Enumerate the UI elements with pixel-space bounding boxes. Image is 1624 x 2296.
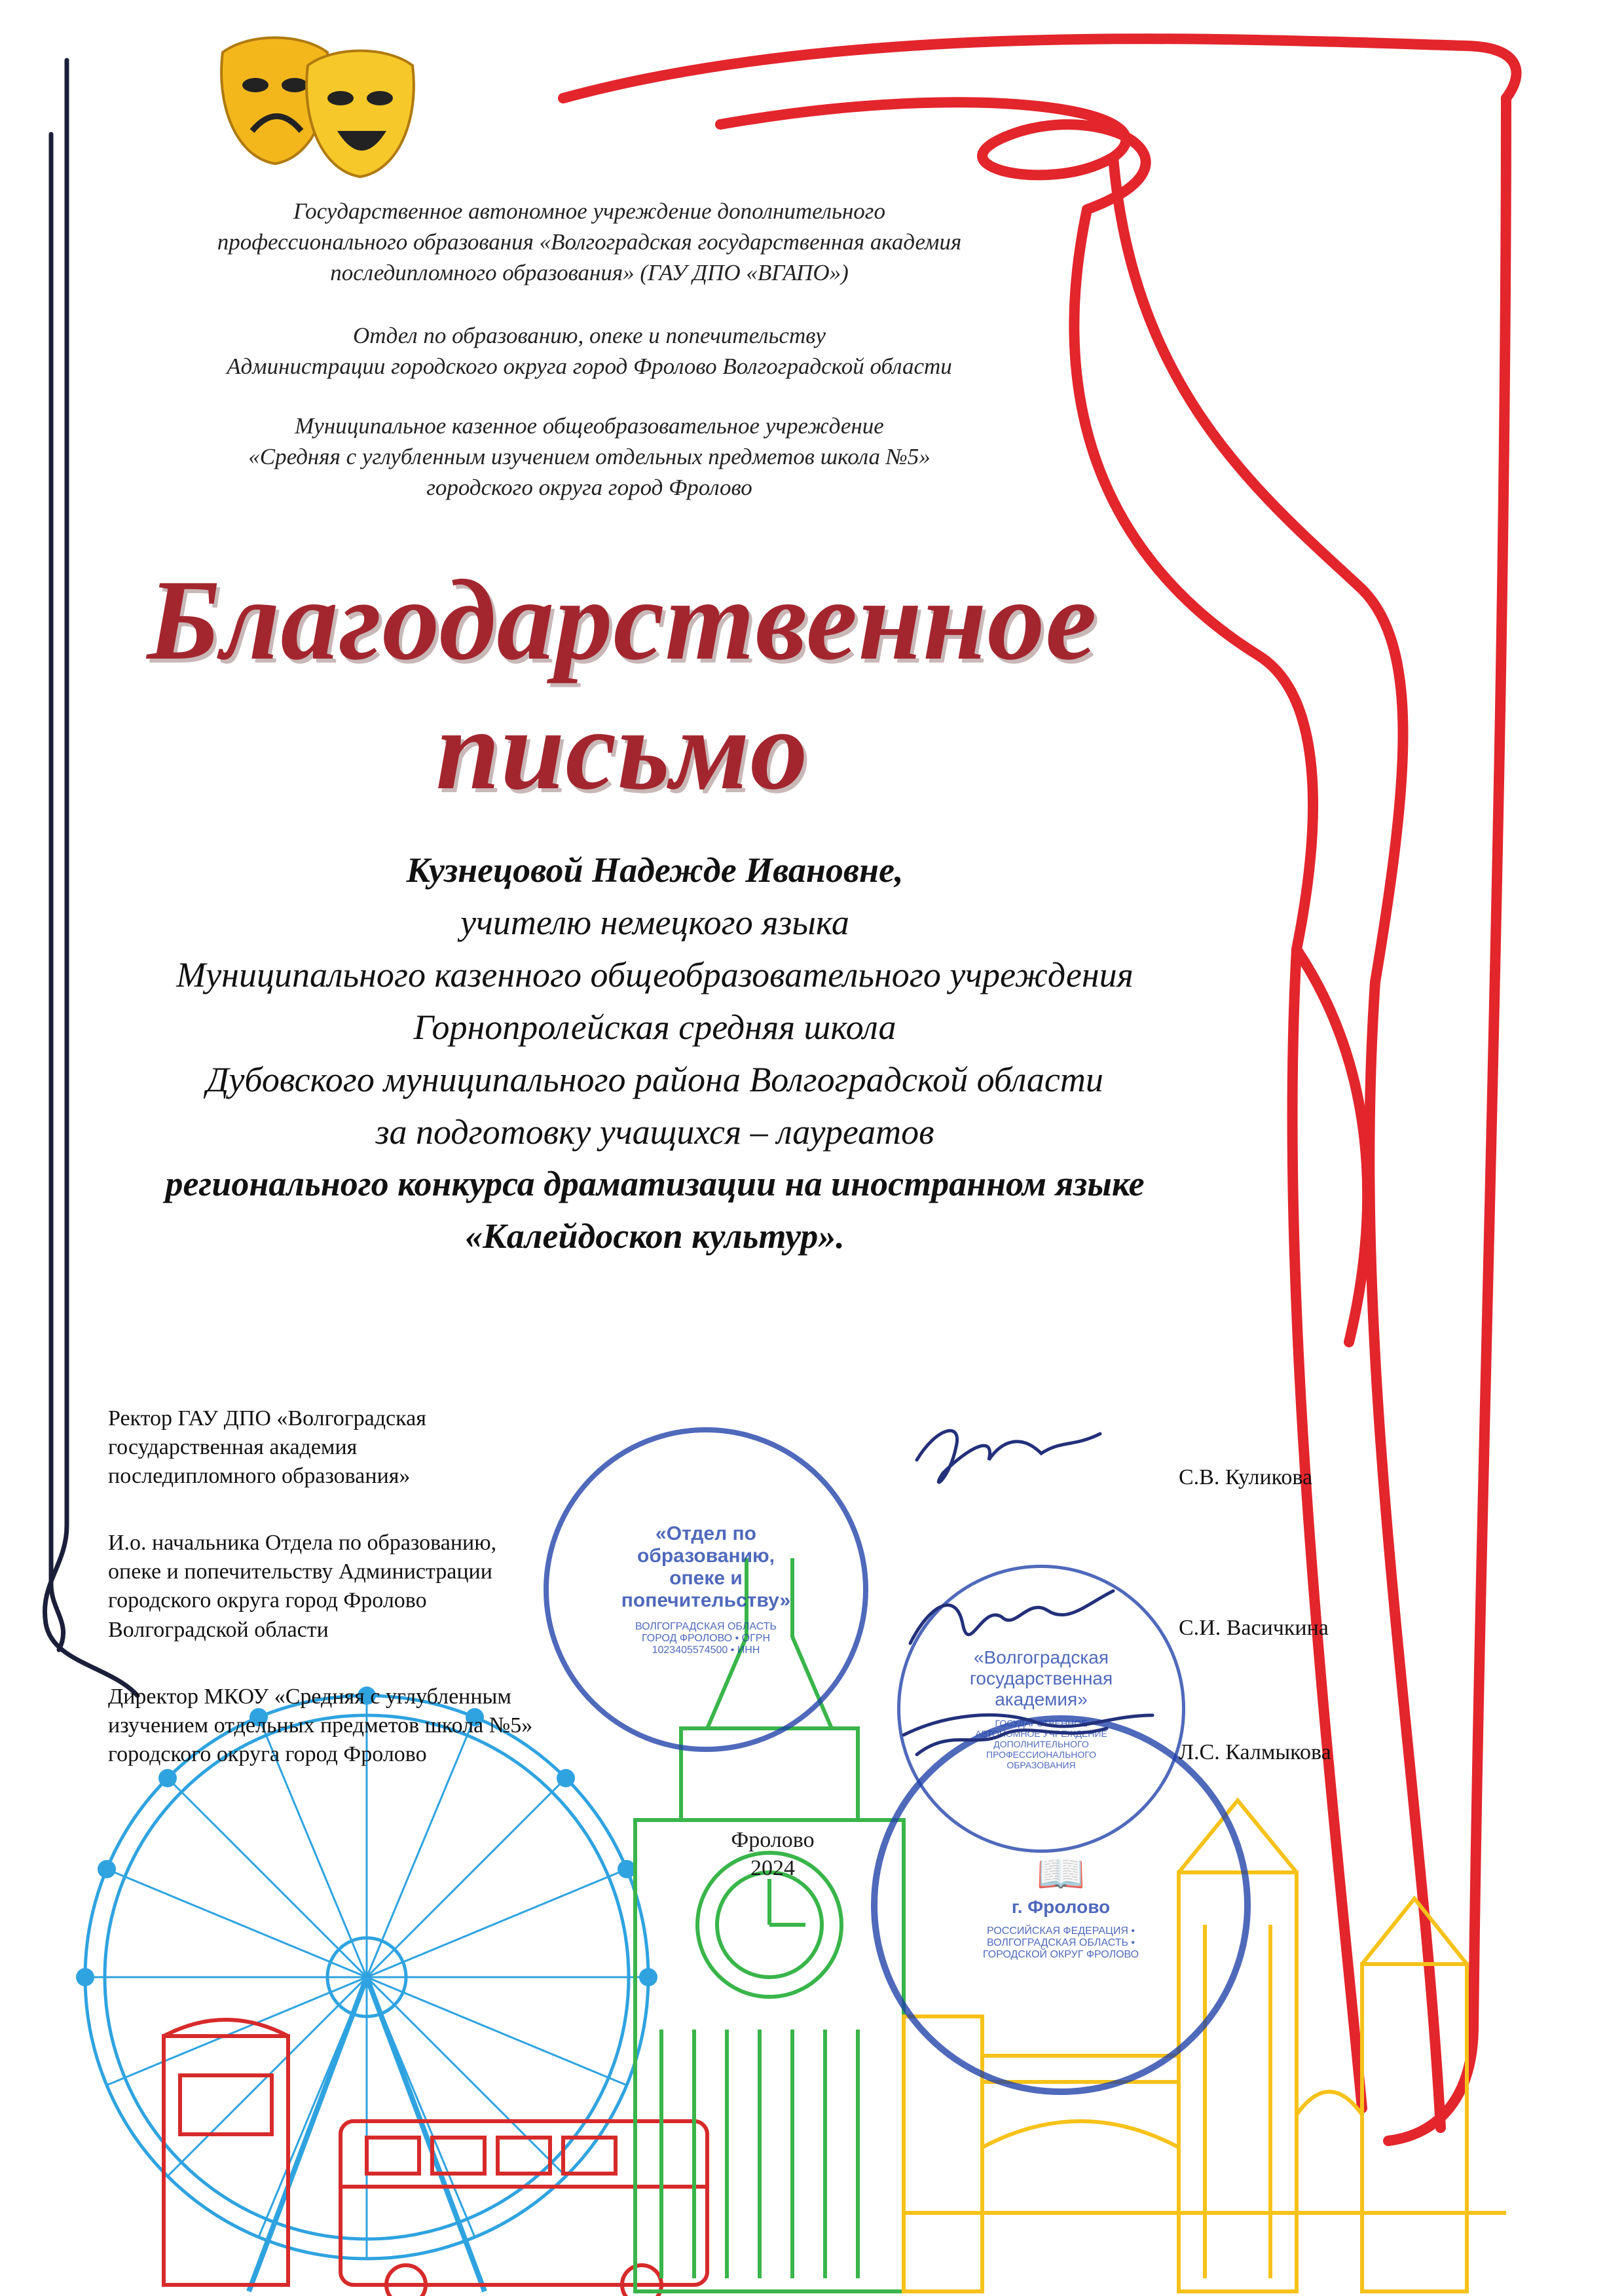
recipient-block (98, 845, 1211, 1263)
org-vgapo-line: Государственное автономное учреждение дополнительного (293, 198, 885, 224)
org-school-line: «Средняя с углубленным изучением отдельных предметов школа №5» (248, 443, 931, 469)
theatre-masks-icon (210, 26, 432, 190)
department-stamp-ring: ВОЛГОГРАДСКАЯ ОБЛАСТЬ ГОРОД ФРОЛОВО • ОГРН 1023405574500 • ИНН (635, 1621, 777, 1656)
book-icon: 📖 (1036, 1851, 1086, 1895)
signer-name-1: С.В. Куликова (1179, 1465, 1313, 1489)
place-date (694, 1827, 851, 1882)
handwritten-signatures (891, 1408, 1192, 1800)
department-stamp-center: «Отдел по образованию, опеке и попечительству» (621, 1523, 791, 1611)
title-line-1: Благодарственное (147, 556, 1098, 684)
org-vgapo-line: последипломного образования» (ГАУ ДПО «ВГАПО») (330, 259, 849, 285)
signature-position-line: Ректор ГАУ ДПО «Волгоградская (108, 1406, 426, 1430)
signature-position-line: последипломного образования» (108, 1464, 411, 1489)
signature-position-line: Волгоградской области (108, 1617, 329, 1642)
signature-position-line: изучением отдельных предметов школа №5» (108, 1713, 533, 1738)
org-school (131, 411, 1048, 503)
academy-stamp-ring: ГОСУДАРСТВЕННОЕ АВТОНОМНОЕ УЧРЕЖДЕНИЕ ДОПОЛНИТЕЛЬНОГО ПРОФЕССИОНАЛЬНОГО ОБРАЗОВАНИЯ (975, 1718, 1107, 1770)
contest-description: регионального конкурса драматизации на иностранном языке (165, 1164, 1145, 1204)
place: Фролово (731, 1828, 815, 1852)
year: 2024 (750, 1855, 795, 1880)
recipient-line: Дубовского муниципального района Волгоградской области (206, 1059, 1103, 1099)
title-line-2: письмо (435, 686, 809, 814)
org-department-line: Отдел по образованию, опеке и попечительству (353, 323, 826, 348)
document-title (98, 556, 1146, 814)
signer-name-2: С.И. Васичкина (1179, 1616, 1329, 1640)
academy-stamp-center: «Волгоградская государственная академия» (969, 1647, 1113, 1709)
recipient-line: учителю немецкого языка (460, 902, 849, 942)
signature-position-line: городского округа город Фролово (108, 1742, 427, 1767)
recipient-line: Муниципального казенного общеобразовательного учреждения (176, 955, 1134, 994)
signature-position-line: государственная академия (108, 1435, 358, 1460)
org-vgapo (131, 196, 1048, 289)
org-department-line: Администрации городского округа город Фролово Волгоградской области (227, 353, 952, 379)
school-stamp-center: г. Фролово (1011, 1896, 1111, 1917)
org-vgapo-line: профессионального образования «Волгоградская государственная академия (217, 228, 962, 255)
org-school-line: Муниципальное казенное общеобразовательное учреждение (295, 413, 884, 439)
signature-position-line: опеке и попечительству Администрации (108, 1559, 492, 1584)
signature-position-line: И.о. начальника Отдела по образованию, (108, 1531, 497, 1555)
signature-block-1 (108, 1404, 606, 1491)
contest-name: «Калейдоскоп культур». (465, 1216, 845, 1256)
school-stamp-ring: РОССИЙСКАЯ ФЕДЕРАЦИЯ • ВОЛГОГРАДСКАЯ ОБЛАСТЬ • ГОРОДСКОЙ ОКРУГ ФРОЛОВО (982, 1925, 1139, 1960)
recipient-line: Горнопролейская средняя школа (413, 1007, 896, 1047)
signature-position-line: Директор МКОУ «Средняя с углубленным (108, 1685, 511, 1709)
signature-block-2 (108, 1529, 606, 1645)
signer-name-3: Л.С. Калмыкова (1179, 1740, 1331, 1764)
recipient-name: Кузнецовой Надежде Ивановне, (406, 850, 904, 890)
signature-position-line: городского округа город Фролово (108, 1588, 427, 1613)
signature-block-3 (108, 1683, 606, 1770)
recipient-line: за подготовку учащихся – лауреатов (375, 1112, 934, 1152)
org-school-line: городского округа город Фролово (426, 474, 752, 500)
org-department (131, 321, 1048, 382)
